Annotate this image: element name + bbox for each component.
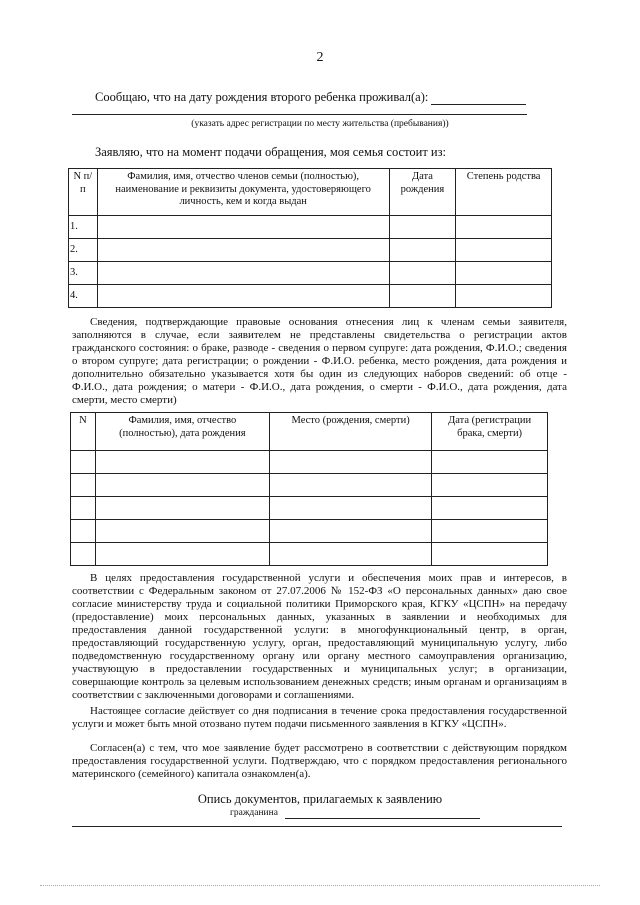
cell-number[interactable] [71, 520, 96, 543]
agreement-paragraph: Согласен(а) с тем, что мое заявление будет рассмотрено в соответствии с действующим порядком предоставления государственной услуги. Подтверждаю, что с порядком предоставления регионального материнского (семейного) капитала ознакомлен(а). [72, 742, 567, 780]
family-table [68, 168, 552, 308]
row-number: 4. [69, 285, 98, 308]
cell-place[interactable] [269, 474, 431, 497]
records-table-header [71, 413, 548, 451]
cell-relation[interactable] [456, 216, 552, 239]
cell-place[interactable] [269, 543, 431, 566]
family-declaration: Заявляю, что на момент подачи обращения, моя семья состоит из: [95, 145, 447, 159]
residence-blank[interactable] [431, 92, 526, 105]
row-number: 3. [69, 262, 98, 285]
cell-date[interactable] [432, 497, 548, 520]
col-header-number: N п/п [69, 169, 98, 216]
table-row [69, 216, 552, 239]
col-header-place: Место (рождения, смерти) [269, 413, 431, 451]
cell-place[interactable] [269, 520, 431, 543]
consent-paragraph: В целях предоставления государственной услуги и обеспечения моих прав и интересов, в соответствии с Федеральным законом от 27.07.2006 № 152-ФЗ «О персональных данных» даю свое согласие министерству труда и социальной политики Приморского края, КГКУ «ЦСПН» на передачу (предоставление) моих персональных данных, указанных в заявлении и необходимых для предоставления данной государственной услуги: в многофункциональный центр, в орган, предоставляющий государственную услугу, орган, предоставляющий муниципальную услугу, либо подведомственную государственному органу или органу местного самоуправления организацию, участвующую в предоставлении государственных и муниципальных услуг; в организации, совершающие контроль за целевым использованием денежных средств; иным органам и организациям в соответствии с заключенными договорами и соглашениями. [72, 572, 567, 701]
cell-date[interactable] [432, 543, 548, 566]
cell-relation[interactable] [456, 239, 552, 262]
cell-name[interactable] [97, 285, 389, 308]
cell-name[interactable] [97, 262, 389, 285]
col-header-name: Фамилия, имя, отчество членов семьи (полностью), наименование и реквизиты документа, удостоверяющего личность, кем и когда выдан [97, 169, 389, 216]
table-row [71, 543, 548, 566]
cell-number[interactable] [71, 451, 96, 474]
cell-date[interactable] [432, 451, 548, 474]
cell-date[interactable] [432, 474, 548, 497]
cell-fullname[interactable] [95, 474, 269, 497]
cell-birthdate[interactable] [389, 285, 456, 308]
col-header-fullname: Фамилия, имя, отчество (полностью), дата рождения [95, 413, 269, 451]
residence-address-line[interactable] [72, 114, 527, 115]
inventory-name-line[interactable] [285, 818, 480, 819]
cell-birthdate[interactable] [389, 262, 456, 285]
cell-place[interactable] [269, 451, 431, 474]
cell-number[interactable] [71, 474, 96, 497]
table-row [71, 520, 548, 543]
inventory-title: Опись документов, прилагаемых к заявлению [197, 792, 443, 806]
cell-fullname[interactable] [95, 520, 269, 543]
table-row [71, 474, 548, 497]
residence-hint: (указать адрес регистрации по месту жительства (пребывания)) [191, 119, 449, 129]
family-table-header [69, 169, 552, 216]
cell-birthdate[interactable] [389, 239, 456, 262]
col-header-birthdate: Дата рождения [389, 169, 456, 216]
cell-name[interactable] [97, 239, 389, 262]
cell-fullname[interactable] [95, 451, 269, 474]
info-paragraph: Сведения, подтверждающие правовые основания отнесения лиц к членам семьи заявителя, заполняются в случае, если заявителем не представлены свидетельства о регистрации актов гражданского состояния: о браке, разводе - сведения о первом супруге: дата рождения, Ф.И.О.; сведения о втором супруге; дата регистрации; о рождении - Ф.И.О. ребенка, место рождения, дата рождения и дополнительно обязательно указывается хотя бы один из следующих наборов сведений: об отце - Ф.И.О., дата рождения; о матери - Ф.И.О., дата рождения, о смерти - Ф.И.О., дата рождения, дата смерти, место смерти) [72, 316, 567, 406]
cell-number[interactable] [71, 543, 96, 566]
col-header-number: N [71, 413, 96, 451]
col-header-date: Дата (регистрации брака, смерти) [432, 413, 548, 451]
cell-relation[interactable] [456, 285, 552, 308]
cell-fullname[interactable] [95, 543, 269, 566]
col-header-relation: Степень родства [456, 169, 552, 216]
table-row [71, 451, 548, 474]
page-number: 2 [316, 50, 324, 65]
cell-number[interactable] [71, 497, 96, 520]
cell-name[interactable] [97, 216, 389, 239]
inventory-rule [72, 826, 562, 827]
records-table [70, 412, 548, 566]
residence-line [95, 90, 526, 105]
residence-text: Сообщаю, что на дату рождения второго ребенка проживал(а): [95, 90, 429, 104]
table-row [69, 239, 552, 262]
inventory-label: гражданина [230, 808, 278, 818]
row-number: 1. [69, 216, 98, 239]
row-number: 2. [69, 239, 98, 262]
cell-relation[interactable] [456, 262, 552, 285]
cell-birthdate[interactable] [389, 216, 456, 239]
table-row [71, 497, 548, 520]
table-row [69, 285, 552, 308]
cell-date[interactable] [432, 520, 548, 543]
validity-paragraph: Настоящее согласие действует со дня подписания в течение срока предоставления государственной услуги и может быть мной отозвано путем подачи письменного заявления в КГКУ «ЦСПН». [72, 705, 567, 730]
cell-fullname[interactable] [95, 497, 269, 520]
scan-artifact [40, 885, 600, 888]
table-row [69, 262, 552, 285]
cell-place[interactable] [269, 497, 431, 520]
